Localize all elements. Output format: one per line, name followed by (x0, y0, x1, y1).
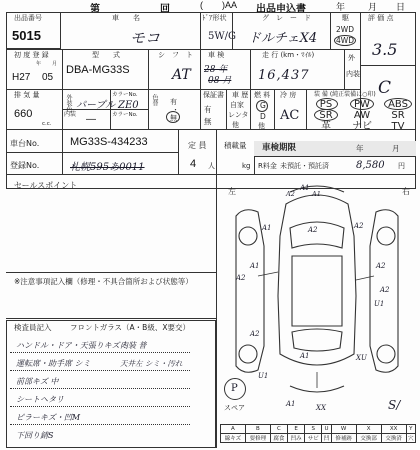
model-label: 型 式 (92, 51, 120, 59)
legend-code-x: X (356, 425, 381, 434)
recycle-unit: 円 (398, 162, 405, 170)
car-type-rental: レンタ (228, 111, 249, 119)
title-year: 年 (336, 2, 346, 12)
recycle-label: R料金 (258, 162, 277, 170)
damage-legend (220, 424, 416, 443)
capacity-label: 定 員 (188, 141, 207, 150)
equip-ps: PS (319, 99, 333, 110)
month-label: 月 (52, 61, 58, 67)
mark-left-door: A2 (236, 274, 246, 282)
seats-label: 車 検 (208, 51, 225, 59)
inspection-year: 年 (356, 144, 364, 153)
note-line-1: ハンドル・ドア・天張りキズミ (16, 341, 128, 350)
chassis-value: MG33S-434233 (70, 136, 148, 148)
displacement-value: 660 (14, 108, 33, 120)
grade-label: グ レ ー ド (262, 14, 311, 22)
first-reg-era: H27 (12, 72, 31, 83)
mark-right-door: A2 (380, 286, 390, 294)
year-label: 年 (36, 61, 42, 67)
mark-rear-xx: XX (316, 404, 326, 412)
diagram-right-label: 右 (402, 187, 410, 196)
roof-shape (292, 256, 342, 326)
trim-value: — (86, 114, 96, 125)
equip-sr-circle (314, 109, 338, 121)
note-line-3: 前部キズ 中 (16, 377, 59, 386)
color-no-value: ZE0 (118, 100, 139, 111)
mark-front-a: A2 (286, 190, 295, 198)
equip-navi: ナビ (352, 121, 372, 132)
shift-label: シ フ ト (158, 51, 193, 59)
mark-rear-x: XU (356, 354, 367, 362)
drive-label: 駆 (342, 14, 349, 22)
equip-pw: PW (354, 99, 370, 110)
fuel-g-circle (256, 100, 268, 112)
car-type-private: 自家 (230, 101, 244, 109)
legend-meaning-e: 凹み (288, 434, 305, 443)
warranty-no: 無 (204, 117, 212, 126)
ac-label: 冷 房 (280, 91, 297, 99)
car-type-other: 他 (232, 121, 239, 129)
shift-value: AT (172, 67, 191, 83)
equip-abs: ABS (388, 99, 408, 110)
legend-code-w: W (331, 425, 356, 434)
lot-number: 5015 (12, 28, 41, 43)
title-form: 出品申込書 (256, 4, 306, 15)
legend-meaning-xx: 交換済 (381, 434, 406, 443)
load-label: 積載量 (224, 141, 247, 150)
color-change-no-circle (166, 111, 180, 123)
recycle-value: 8,580 (356, 160, 385, 171)
note-line-6: 下回り錆S (16, 431, 54, 440)
mileage-value: 16,437 (258, 68, 310, 83)
mark-rear-left: U1 (258, 372, 269, 380)
title-month: 月 (368, 2, 378, 12)
legend-code-b: B (245, 425, 270, 434)
car-name: モコ (130, 29, 161, 47)
seats-old2: 08 月 (208, 76, 232, 86)
equip-sr: SR (319, 110, 333, 121)
door-value: 5W/G (208, 31, 236, 42)
reg-label: 登録No. (10, 161, 40, 170)
car-left-side (236, 210, 264, 373)
displacement-label: 排 気 量 (14, 91, 40, 99)
color-change-no: 無 (170, 114, 177, 122)
rear-glass-shape (292, 329, 342, 351)
equip-label: 装 備 (純正装備に○印) (314, 91, 376, 98)
legend-code-e: E (288, 425, 305, 434)
legend-code-a: A (221, 425, 246, 434)
ac-value: AC (280, 108, 300, 123)
cc-unit: c.c. (42, 121, 52, 127)
equip-tv: TV (391, 121, 405, 132)
right-front-wheel (377, 227, 395, 245)
interior-label: 内装 (346, 70, 360, 78)
fuel-g: G (260, 101, 266, 110)
mark-right-mid: A2 (376, 262, 386, 270)
inspector-label: 検査員記入 (14, 323, 52, 332)
mark-roof: A2 (308, 226, 318, 234)
car-diagram (218, 176, 416, 416)
signature-mark: S/ (388, 398, 401, 412)
legend-meaning-s: サビ (305, 434, 322, 443)
legend-code-y: Y (406, 425, 415, 434)
notes-label: ※注意事項記入欄（修理・不具合箇所および状態等） (14, 277, 193, 286)
mileage-label: 走 行 (km・ﾏｲﾙ) (262, 51, 315, 59)
mark-left-rear: A2 (250, 330, 260, 338)
color-change-label: 色替 (151, 94, 158, 106)
first-reg-label: 初 度 登 録 (14, 51, 49, 59)
legend-code-xx: XX (381, 425, 406, 434)
mark-rear-bumper: A1 (286, 400, 296, 408)
legend-meaning-a: 線キズ (221, 434, 246, 443)
fuel-d: D (260, 112, 266, 121)
left-front-wheel (239, 227, 257, 245)
title-aa: )AA (222, 0, 238, 10)
legend-code-u: U (322, 425, 331, 434)
drive-4wd-circle (334, 35, 356, 46)
mark-right-u: U1 (374, 300, 385, 308)
fuel-other: 他 (258, 122, 265, 130)
seats-old: 28 年 (204, 65, 228, 75)
legend-meaning-x: 交換部 (356, 434, 381, 443)
legend-meaning-w: 修補跡 (331, 434, 356, 443)
car-type-label: 車 歴 (232, 91, 249, 99)
mark-top-front: A1 (300, 184, 310, 192)
title-first: 第 (90, 4, 100, 15)
model-value: DBA-MG33S (66, 64, 130, 76)
left-rear-wheel (239, 345, 257, 363)
legend-meaning-u: 凹 (322, 434, 331, 443)
first-reg-month: 05 (42, 72, 54, 83)
title-day: 日 (396, 2, 406, 12)
equip-aw: AW (353, 110, 371, 121)
spare-label: スペア (224, 404, 245, 412)
drive-4wd: 4WD (336, 36, 354, 45)
diagram-left-label: 左 (228, 187, 236, 196)
door-label: ﾄﾞｱ形状 (202, 14, 227, 22)
mark-left-mid: A1 (250, 262, 260, 270)
right-rear-wheel (377, 345, 395, 363)
interior-score: C (378, 78, 392, 98)
recycle-note: 未預託・預託済 (280, 162, 329, 170)
reg-value: 札幌595あ0011 (70, 162, 145, 173)
mark-rear-a: A1 (300, 352, 310, 360)
sales-point-label: セールスポイント (14, 181, 78, 190)
mark-left-front: A1 (262, 224, 272, 232)
note-line-4: シートヘタリ (16, 395, 64, 404)
warranty-label: 保証書 (203, 91, 224, 99)
mark-right-front: A2 (354, 222, 364, 230)
legend-meaning-y: 穴 (406, 434, 415, 443)
equip-sr2: SR (391, 110, 405, 121)
car-name-label: 車 名 (112, 14, 140, 22)
title-round: 回 (160, 4, 170, 15)
legend-code-c: C (270, 425, 287, 434)
warranty-yes: 有 (204, 105, 212, 114)
equip-leather: 革 (321, 121, 331, 132)
color-value: パープル (76, 100, 116, 111)
capacity-unit: 人 (208, 162, 215, 170)
capacity-value: 4 (190, 158, 197, 170)
legend-meaning-c: 腐食 (270, 434, 287, 443)
lot-label: 出品番号 (14, 14, 42, 22)
color-change-yes: 有 (170, 98, 177, 106)
load-unit: kg (242, 162, 251, 170)
title-paren: ( (200, 0, 203, 10)
mark-front-b: A1 (312, 190, 321, 198)
trim-label: 内装 (64, 111, 77, 118)
inspection-label: 車検期限 (262, 143, 297, 153)
note-line-2: 運転席・助手席 シミ (16, 359, 91, 368)
equip-abs-circle (384, 98, 412, 110)
note-right-2: 天井左 シミ・汚れ (120, 359, 183, 368)
drive-2wd: 2WD (336, 25, 354, 34)
note-right-1: 内装 普 (120, 341, 147, 350)
equip-pw-circle (350, 98, 374, 110)
color-no-label: カラーNo. (112, 92, 138, 98)
score-value: 3.5 (372, 40, 398, 59)
color-change-dot: ・ (172, 106, 179, 114)
score-label: 評 価 点 (368, 14, 394, 22)
fuel-label: 燃 料 (254, 91, 271, 99)
ext-label: 外装色 (65, 94, 72, 112)
legend-code-s: S (305, 425, 322, 434)
trim-no-label: カラーNo. (112, 112, 138, 118)
outer-label: 外 (348, 54, 355, 62)
note-line-5: ピラーキズ・凹M (16, 413, 81, 422)
chassis-label: 車台No. (10, 139, 40, 148)
car-top-outline (278, 195, 356, 365)
inspection-month: 月 (392, 144, 400, 153)
windshield-label: フロントガラス（A・B級、X要交） (70, 323, 190, 332)
legend-meaning-b: 要修理 (245, 434, 270, 443)
spare-mark: P (231, 383, 238, 394)
grade-value: ドルチェX4 (248, 31, 318, 46)
